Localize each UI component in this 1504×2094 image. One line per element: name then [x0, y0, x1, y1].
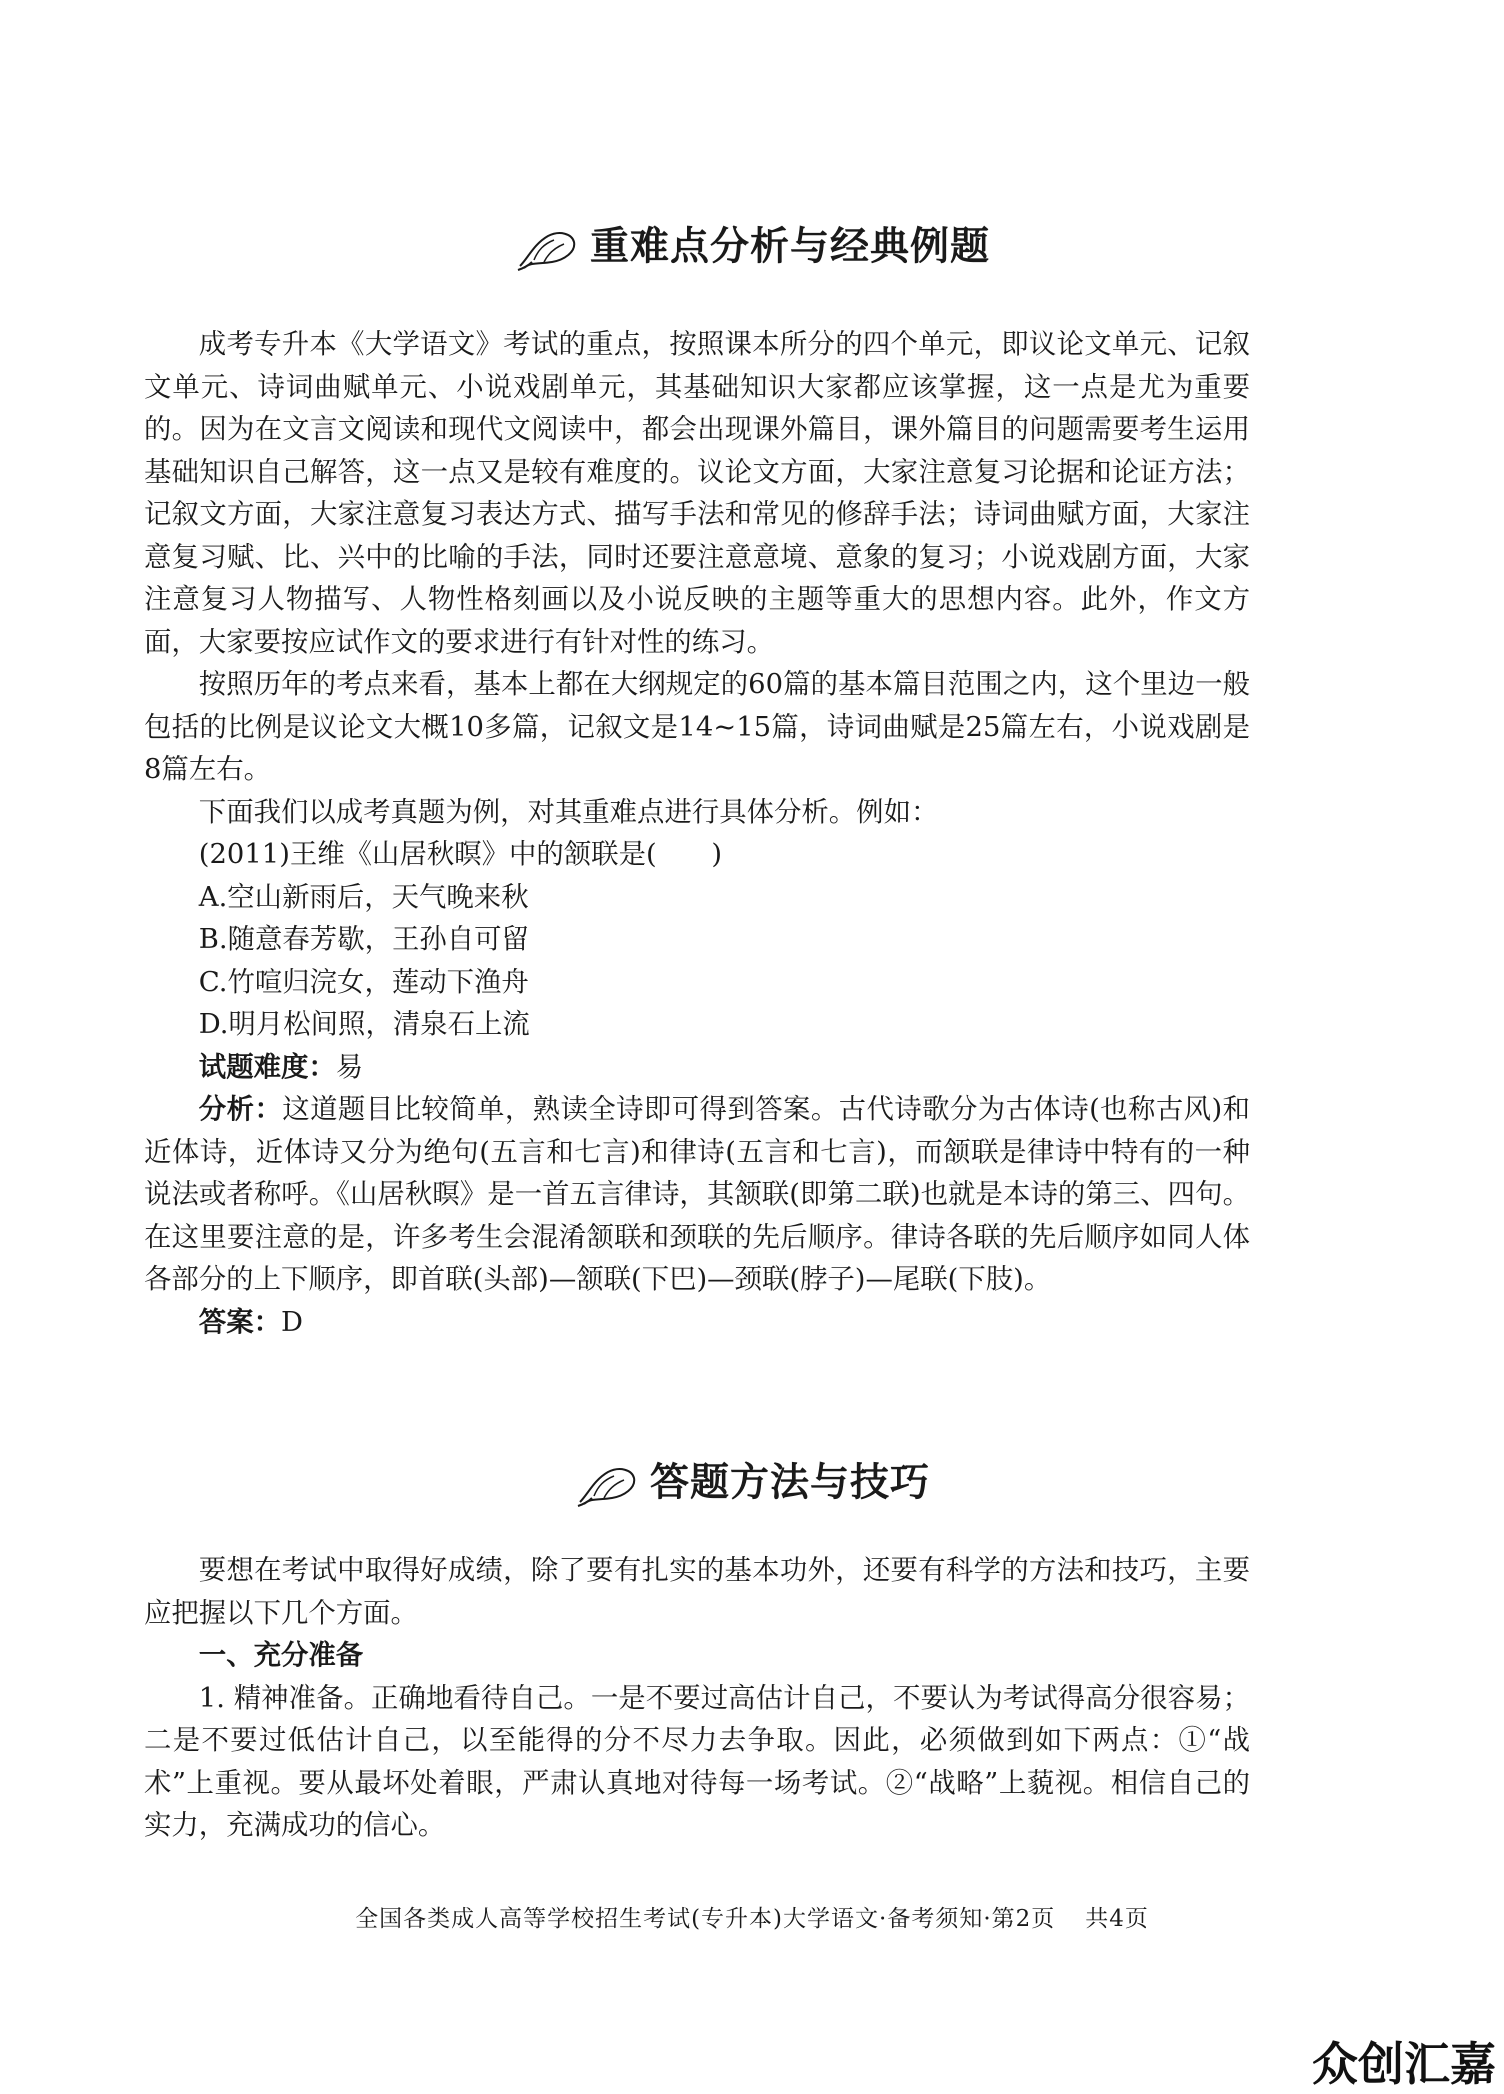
difficulty-value: 易 [335, 1051, 364, 1083]
answer-line [144, 1302, 1250, 1345]
section-body-1 [144, 324, 1250, 1344]
answer-label: 答案： [198, 1306, 281, 1338]
item-paragraph: 1. 精神准备。正确地看待自己。一是不要过高估计自己，不要认为考试得高分很容易；二是不要过低估计自己，以至能得的分不尽力去争取。因此，必须做到如下两点：①“战术”上重视。要从最坏处着眼，严肃认真地对待每一场考试。②“战略”上藐视。相信自己的实力，充满成功的信心。 [144, 1682, 1250, 1841]
intro-paragraph: 要想在考试中取得好成绩，除了要有扎实的基本功外，还要有科学的方法和技巧，主要应把握以下几个方面。 [144, 1555, 1250, 1629]
footer-text: 全国各类成人高等学校招生考试(专升本)大学语文·备考须知·第2页 [355, 1906, 1056, 1932]
paragraph: 按照历年的考点来看，基本上都在大纲规定的60篇的基本篇目范围之内，这个里边一般包括的比例是议论文大概10多篇，记叙文是14~15篇，诗词曲赋是25篇左右，小说戏剧是8篇左右。 [144, 669, 1250, 785]
option-a: A.空山新雨后，天气晚来秋 [198, 881, 529, 913]
analysis-paragraph [144, 1089, 1250, 1302]
section-heading-1 [0, 220, 1504, 274]
analysis-text: 这道题目比较简单，熟读全诗即可得到答案。古代诗歌分为古体诗(也称古风)和近体诗，近体诗又分为绝句(五言和七言)和律诗(五言和七言)，而颔联是律诗中特有的一种说法或者称呼。《山居秋暝》是一首五言律诗，其颔联(即第二联)也就是本诗的第三、四句。在这里要注意的是，许多考生会混淆颔联和颈联的先后顺序。律诗各联的先后顺序如同人体各部分的上下顺序，即首联(头部)—颔联(下巴)—颈联(脖子)—尾联(下肢)。 [144, 1094, 1250, 1295]
subheading: 一、充分准备 [198, 1640, 364, 1671]
section-title: 答题方法与技巧 [649, 1460, 930, 1506]
option-b: B.随意春芳歇，王孙自可留 [198, 924, 529, 955]
difficulty-line [144, 1047, 1250, 1090]
page-footer [0, 1902, 1504, 1936]
paragraph: 成考专升本《大学语文》考试的重点，按照课本所分的四个单元，即议论文单元、记叙文单元、诗词曲赋单元、小说戏剧单元，其基础知识大家都应该掌握，这一点是尤为重要的。因为在文言文阅读和现代文阅读中，都会出现课外篇目，课外篇目的问题需要考生运用基础知识自己解答，这一点又是较有难度的。议论文方面，大家注意复习论据和论证方法；记叙文方面，大家注意复习表达方式、描写手法和常见的修辞手法；诗词曲赋方面，大家注意复习赋、比、兴中的比喻的手法，同时还要注意意境、意象的复习；小说戏剧方面，大家注意复习人物描写、人物性格刻画以及小说反映的主题等重大的思想内容。此外，作文方面，大家要按应试作文的要求进行有针对性的练习。 [144, 329, 1250, 658]
option-d: D.明月松间照，清泉石上流 [198, 1009, 530, 1040]
leaf-ornament-icon [514, 222, 580, 274]
leaf-ornament-icon [574, 1458, 640, 1510]
section-heading-2 [0, 1456, 1504, 1510]
paragraph: 下面我们以成考真题为例，对其重难点进行具体分析。例如： [198, 796, 939, 828]
analysis-label: 分析： [198, 1094, 283, 1125]
watermark-logo: 众创汇嘉 [1312, 2037, 1496, 2091]
answer-value: D [280, 1306, 303, 1338]
footer-total: 共4页 [1085, 1906, 1149, 1932]
option-c: C.竹喧归浣女，莲动下渔舟 [198, 966, 529, 998]
section-title: 重难点分析与经典例题 [589, 224, 990, 270]
question-text: (2011)王维《山居秋暝》中的颔联是( ) [198, 839, 723, 870]
section-body-2 [144, 1550, 1250, 1848]
difficulty-label: 试题难度： [198, 1051, 336, 1083]
